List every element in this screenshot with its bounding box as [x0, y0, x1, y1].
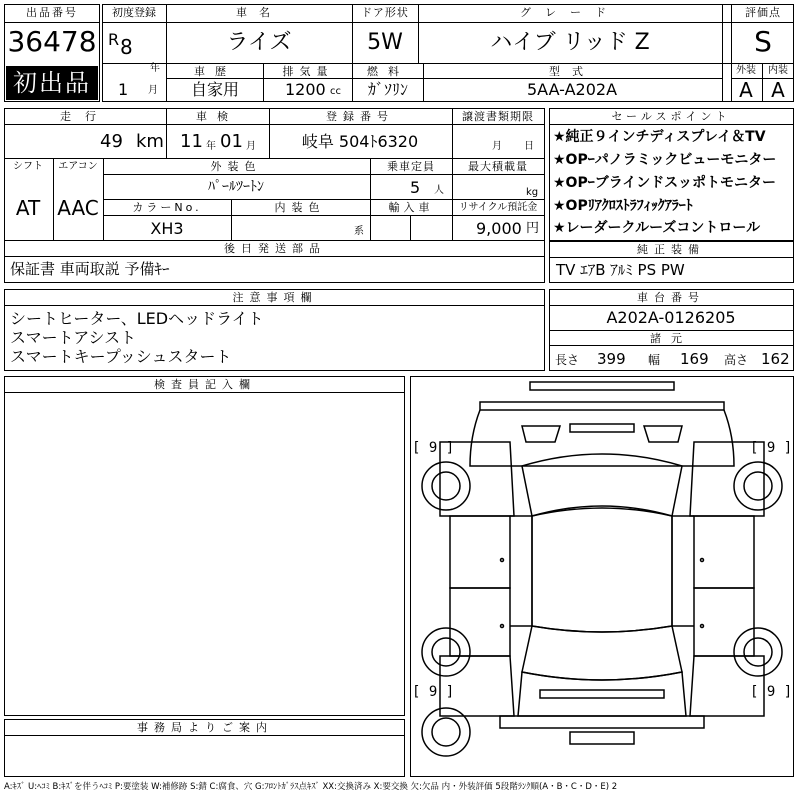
office-label: 事務局よりご案内 [137, 721, 273, 734]
width-label: 幅 [648, 353, 661, 367]
sales-point-2: ★OPｰパノラミックビューモニター [553, 152, 777, 168]
inspection-label: 車検 [196, 110, 238, 123]
car-damage-diagram [410, 376, 794, 778]
shift: AT [15, 196, 41, 220]
tire-mark-front-right: [ 9 ] [750, 440, 793, 456]
grade: ハイブ リッド Z [490, 30, 650, 55]
sales-point-1: ★純正９インチディスプレイ＆TV [553, 129, 766, 145]
plate-label: 登録番号 [326, 110, 394, 123]
sales-points-label: セールスポイント [611, 110, 731, 123]
specs-label: 諸元 [650, 332, 692, 345]
tire-mark-front-left: [ 9 ] [412, 440, 455, 456]
transfer-label: 譲渡書類期限 [462, 110, 534, 123]
capacity: 5 [410, 178, 421, 197]
load-label: 最大積載量 [468, 160, 528, 173]
tire-mark-rear-left: [ 9 ] [412, 684, 455, 700]
era: R [108, 30, 120, 49]
exterior-grade-label: 外装 [736, 65, 756, 76]
notes-line-3: スマートキープッシュスタート [10, 347, 232, 366]
equipment-list: TV ｴｱB ｱﾙﾐ PS PW [556, 261, 685, 279]
color-no: XH3 [150, 219, 184, 238]
year-unit: 年 [150, 63, 160, 74]
notes-line-2: スマートアシスト [10, 328, 137, 347]
interior-grade-label: 内装 [768, 65, 788, 76]
tire-mark-rear-right: [ 9 ] [750, 684, 793, 700]
width: 169 [680, 350, 709, 368]
inspection-month: 01 [220, 131, 243, 152]
length-label: 長さ [555, 353, 580, 367]
displacement-unit: cc [330, 86, 341, 97]
sales-point-3: ★OPｰブラインドスッポトモニター [553, 175, 777, 191]
displacement: 1200 [285, 80, 326, 99]
color-no-label: カラーNo. [132, 201, 202, 214]
damage-legend: A:ｷｽﾞ U:ﾍｺﾐ B:ｷｽﾞを伴うﾍｺﾐ P:要塗装 W:補修跡 S:錆 C:腐食、穴 G:ﾌﾛﾝﾄｶﾞﾗｽ点ｷｽﾞ XX:交換済み X:要交換 欠:欠品 内・外装評価 5段階ﾗﾝｸ順(A・B・C・D・E) 2 [4, 782, 618, 792]
inspector-label: 検査員記入欄 [154, 378, 256, 391]
score: S [754, 25, 772, 58]
transfer-month-unit: 月 [492, 141, 502, 152]
history: 自家用 [190, 80, 240, 99]
grade-label: グレード [520, 6, 620, 19]
model-label: 型式 [549, 65, 595, 78]
chassis-label: 車台番号 [637, 291, 705, 304]
height: 162 [761, 350, 790, 368]
car-name-label: 車名 [236, 6, 282, 19]
fuel-label: 燃料 [367, 65, 409, 78]
interior-grade: A [771, 78, 785, 102]
inspection-year: 11 [180, 131, 203, 152]
sales-point-4: ★OPﾘｱｸﾛｽﾄﾗﾌｨｯｸｱﾗｰﾄ [553, 198, 693, 214]
mileage-unit: km [136, 131, 164, 152]
later-parts-label: 後日発送部品 [224, 242, 326, 255]
chassis-number: A202A-0126205 [606, 308, 736, 327]
reg-year: 8 [120, 35, 133, 59]
car-name: ライズ [226, 30, 292, 55]
inspection-month-unit: 月 [246, 141, 256, 152]
plate-number: 岐阜 504ﾄ6320 [301, 132, 419, 151]
first-listing-text: 初出品 [13, 69, 91, 97]
recycle-deposit: 9,000 [476, 219, 522, 238]
history-label: 車歴 [194, 65, 236, 78]
load-unit: kg [526, 187, 539, 198]
inspector-box [4, 376, 405, 716]
model-code: 5AA-A202A [526, 80, 618, 99]
ac: AAC [57, 196, 99, 220]
displacement-label: 排気量 [282, 65, 334, 78]
transfer-day-unit: 日 [524, 141, 534, 152]
lot-number: 36478 [7, 25, 97, 58]
notes-label: 注意事項欄 [232, 291, 318, 304]
interior-color-unit: 系 [354, 226, 364, 237]
inspection-year-unit: 年 [206, 141, 216, 152]
lot-number-label: 出品番号 [26, 6, 78, 19]
capacity-unit: 人 [434, 185, 444, 196]
recycle-unit: 円 [526, 221, 540, 236]
interior-color-label: 内装色 [274, 201, 326, 214]
notes-line-1: シートヒーター、LEDヘッドライト [10, 309, 264, 328]
first-reg-label: 初度登録 [112, 6, 156, 19]
capacity-label: 乗車定員 [387, 160, 435, 173]
fuel: ｶﾞｿﾘﾝ [367, 80, 409, 99]
import-label: 輸入車 [388, 201, 434, 214]
color-label: 外装色 [210, 160, 262, 173]
mileage-label: 走行 [60, 110, 110, 123]
recycle-label: リサイクル預託金 [458, 202, 538, 213]
shift-label: シフト [13, 161, 43, 172]
ac-label: エアコン [58, 161, 98, 172]
reg-month: 1 [118, 80, 129, 99]
equipment-label: 純正装備 [637, 243, 705, 256]
month-unit: 月 [148, 85, 158, 96]
mileage: 49 [100, 131, 123, 152]
score-label: 評価点 [745, 6, 781, 19]
later-parts: 保証書 車両取説 予備ｷｰ [10, 260, 170, 278]
door-type: 5W [367, 30, 403, 55]
door-label: ドア形状 [361, 6, 409, 19]
length: 399 [597, 350, 626, 368]
exterior-grade: A [739, 78, 753, 102]
exterior-color: ﾊﾟｰﾙﾂｰﾄﾝ [208, 179, 264, 195]
height-label: 高さ [724, 353, 749, 367]
sales-point-5: ★レーダークルーズコントロール [553, 220, 761, 236]
